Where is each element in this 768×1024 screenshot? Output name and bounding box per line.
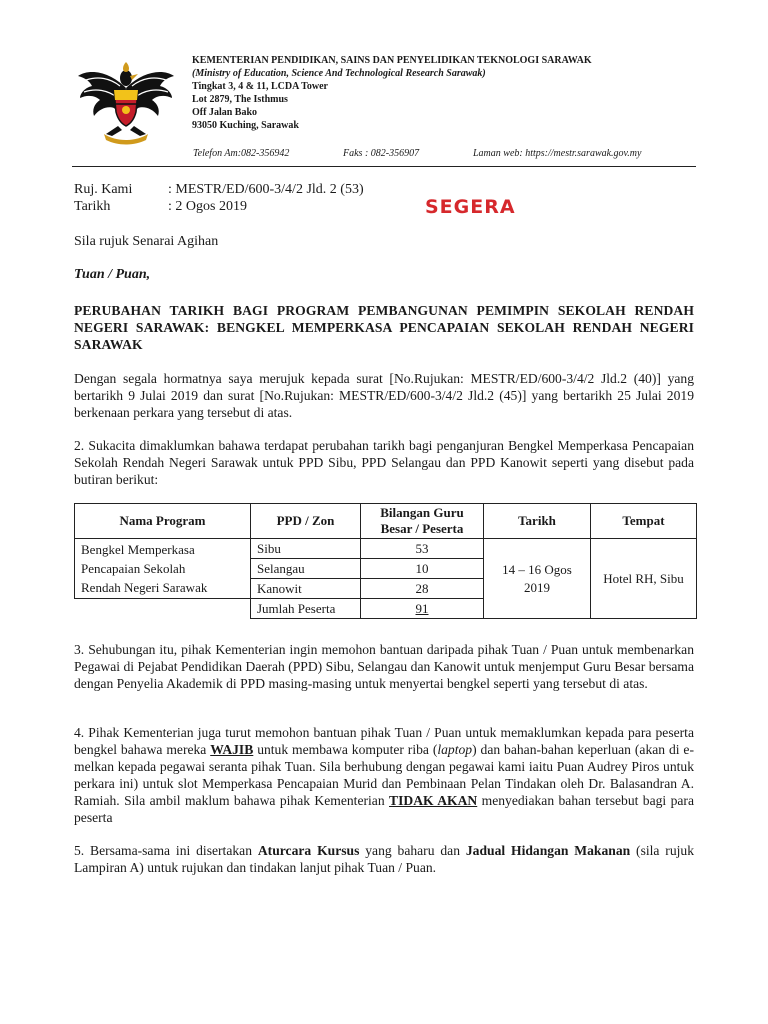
para5-text-c: (sila rujuk Lampiran A) untuk rujukan dan tindakan lanjut pihak Tuan / Puan.: [74, 843, 694, 875]
table-row: [75, 539, 697, 559]
website: Laman web: https://mestr.sarawak.gov.my: [473, 148, 642, 159]
total-value: 91: [415, 600, 429, 616]
count-cell: 53: [361, 539, 484, 559]
para4-wajib: WAJIB: [210, 742, 254, 757]
paragraph-2: 2. Sukacita dimaklumkan bahawa terdapat perubahan tarikh bagi penganjuran Bengkel Memperkasa Pencapaian Sekolah Rendah Negeri Sarawak untuk PPD Sibu, PPD Selangau dan PPD Kanowit seperti yang disebut pada butiran berikut:: [74, 438, 694, 487]
paragraph-4: [74, 724, 694, 826]
header-ppd: PPD / Zon: [251, 504, 361, 539]
program-line: Bengkel Memperkasa: [81, 542, 195, 557]
empty-cell: [75, 599, 251, 619]
para4-text-c: ) dan bahan-bahan keperluan (akan di e-melkan kepada pegawai seranta pihak Tuan. Sila berhubung dengan pegawai kami iaitu Puan Audrey Piros untuk perkara ini) untuk slot Memperkasa Pencapaian Murid dan Pembinaan Pelan Tindakan oleh Dr. Balasandran A. Ramiah. Sila ambil maklum bahawa pihak Kementerian: [74, 742, 694, 808]
header-count: Bilangan Guru Besar / Peserta: [361, 504, 484, 539]
paragraph-1: Dengan segala hormatnya saya merujuk kepada surat [No.Rujukan: MESTR/ED/600-3/4/2 Jld.2 (40)] yang bertarikh 9 Julai 2019 dan surat [No.Rujukan: MESTR/ED/600-3/4/2 Jld.2 (45)] yang bertarikh 25 Julai 2019 berkenaan perkara yang tersebut di atas.: [74, 371, 694, 420]
salutation: Tuan / Puan,: [74, 267, 151, 282]
total-label-cell: Jumlah Peserta: [251, 599, 361, 619]
ppd-cell: Selangau: [251, 559, 361, 579]
para5-text-b: yang baharu dan: [359, 843, 466, 858]
date-label: Tarikh: [74, 199, 111, 214]
count-cell: 10: [361, 559, 484, 579]
total-value-cell: [361, 599, 484, 619]
para4-text-d: menyediakan bahan tersebut bagi para peserta: [74, 793, 694, 825]
para4-text-b: untuk membawa komputer riba (: [253, 742, 438, 757]
date-cell: 14 – 16 Ogos 2019: [484, 539, 591, 619]
paragraph-3: 3. Sehubungan itu, pihak Kementerian ingin memohon bantuan daripada pihak Tuan / Puan untuk membenarkan Pegawai di Pejabat Pendidikan Daerah (PPD) Sibu, Selangau dan Kanowit untuk menjemput Guru Besar bersama dengan Penyelia Akademik di PPD masing-masing untuk menyertai bengkel seperti yang tersebut di atas.: [74, 642, 694, 691]
fax: Faks : 082-356907: [343, 148, 420, 159]
program-line: Rendah Negeri Sarawak: [81, 580, 208, 595]
header-date: Tarikh: [484, 504, 591, 539]
para5-jadual: Jadual Hidangan Makanan: [465, 843, 631, 858]
sarawak-crest-icon: [76, 50, 176, 146]
date-value: : 2 Ogos 2019: [168, 199, 247, 214]
telephone: Telefon Am:082-356942: [193, 148, 290, 159]
paragraph-5: [74, 842, 694, 876]
para4-text-a: 4. Pihak Kementerian juga turut memohon bantuan pihak Tuan / Puan untuk memaklumkan kepada para peserta bengkel bahawa mereka: [74, 725, 694, 757]
address-line-1: Tingkat 3, 4 & 11, LCDA Tower: [192, 81, 328, 92]
ppd-cell: Sibu: [251, 539, 361, 559]
header-program: Nama Program: [75, 504, 251, 539]
para4-laptop: laptop: [437, 742, 473, 757]
header-venue: Tempat: [591, 504, 697, 539]
distribution-note: Sila rujuk Senarai Agihan: [74, 234, 219, 249]
venue-cell: Hotel RH, Sibu: [591, 539, 697, 619]
address-line-2: Lot 2879, The Isthmus: [192, 94, 288, 105]
program-line: Pencapaian Sekolah: [81, 561, 186, 576]
para5-aturcara: Aturcara Kursus: [257, 843, 360, 858]
header-divider: [72, 166, 696, 167]
address-line-3: Off Jalan Bako: [192, 107, 258, 118]
letter-title: PERUBAHAN TARIKH BAGI PROGRAM PEMBANGUNAN PEMIMPIN SEKOLAH RENDAH NEGERI SARAWAK: BENGKEL MEMPERKASA PENCAPAIAN SEKOLAH RENDAH NEGERI SARAWAK: [74, 303, 694, 352]
program-table: [74, 503, 697, 619]
address-line-4: 93050 Kuching, Sarawak: [192, 120, 299, 131]
ministry-english-name: (Ministry of Education, Science And Technological Research Sarawak): [192, 68, 486, 79]
reference-value: : MESTR/ED/600-3/4/2 Jld. 2 (53): [168, 182, 364, 197]
ppd-cell: Kanowit: [251, 579, 361, 599]
program-name-cell: [75, 539, 251, 599]
para4-tidak-akan: TIDAK AKAN: [389, 793, 478, 808]
ministry-name: KEMENTERIAN PENDIDIKAN, SAINS DAN PENYELIDIKAN TEKNOLOGI SARAWAK: [192, 55, 592, 66]
reference-label: Ruj. Kami: [74, 182, 133, 197]
table-header-row: [75, 504, 697, 539]
urgent-stamp: SEGERA: [425, 196, 516, 218]
count-cell: 28: [361, 579, 484, 599]
para5-text-a: 5. Bersama-sama ini disertakan: [74, 843, 258, 858]
